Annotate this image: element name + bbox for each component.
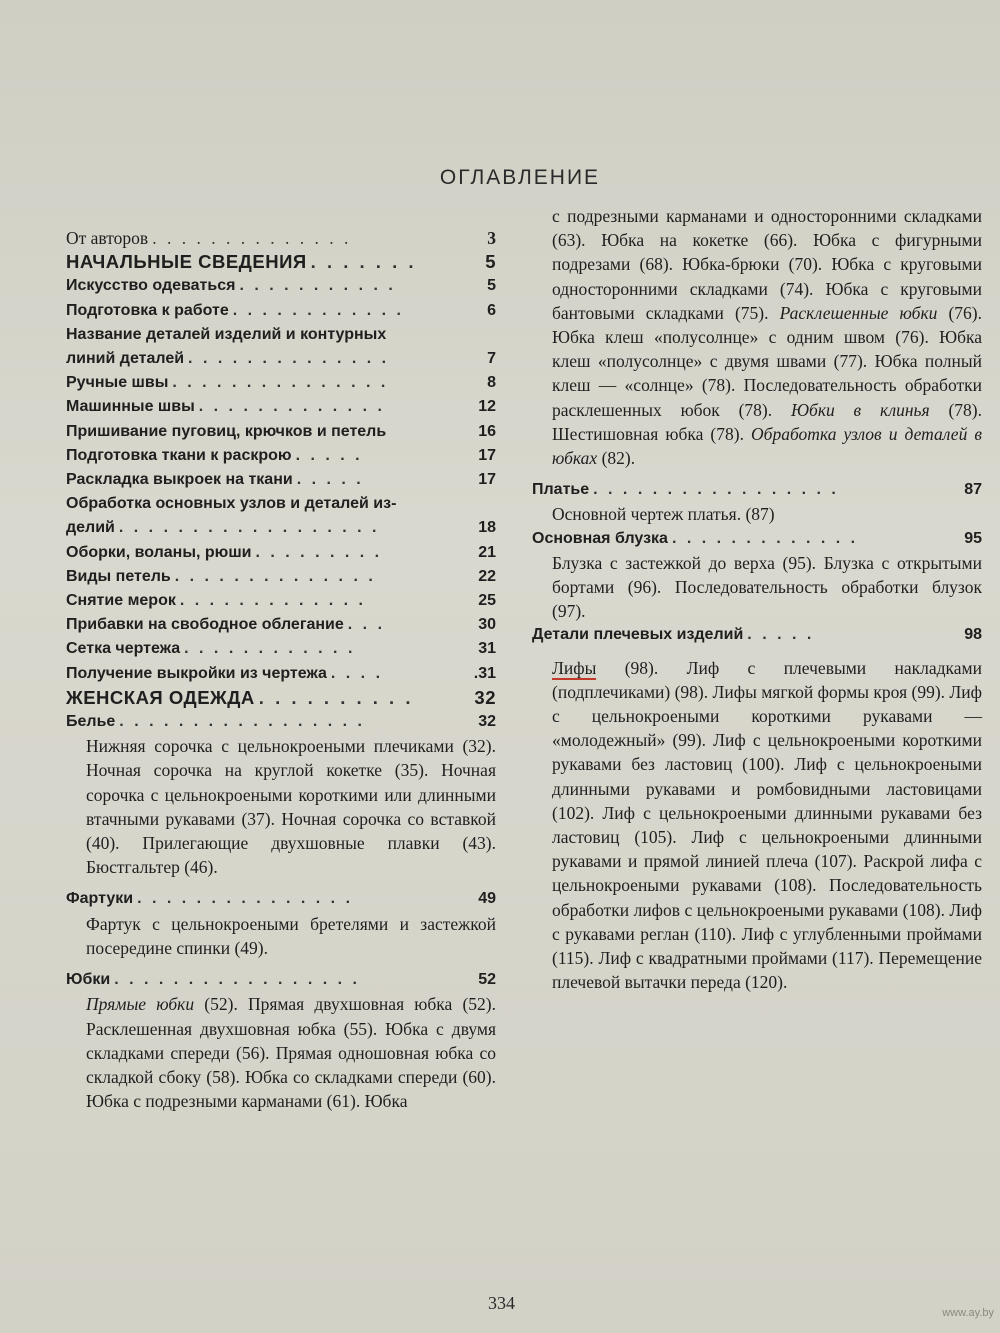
toc-entry: Пришивание пуговиц, крючков и петель 16 [66,422,496,440]
toc-entry: Виды петель . . . . . . . . . . . . . . 22 [66,567,496,585]
toc-entry-fartuki: Фартуки . . . . . . . . . . . . . . . 49 [66,890,496,908]
toc-entry-line: Обработка основных узлов и деталей из- [66,495,397,513]
toc-entry: Ручные швы . . . . . . . . . . . . . . . 8 [66,374,496,392]
toc-section: ЖЕНСКАЯ ОДЕЖДА . . . . . . . . . . 32 [66,686,496,708]
toc-entry: Искусство одеваться . . . . . . . . . . . 5 [66,277,496,295]
toc-entry: линий деталей . . . . . . . . . . . . . . 7 [66,350,496,368]
toc-entry: От авторов . . . . . . . . . . . . . . 3 [66,228,496,248]
page-number: 334 [488,1293,515,1313]
toc-entry: Подготовка к работе . . . . . . . . . . . . 6 [66,301,496,319]
toc-description: Фартук с цельнокроеными бретелями и застежкой посередине спинки (49). [86,913,496,958]
toc-entry: Машинные швы . . . . . . . . . . . . . 12 [66,398,496,416]
toc-entry-yubki: Юбки . . . . . . . . . . . . . . . . . 52 [66,971,496,989]
toc-right-column [532,204,982,995]
toc-entry-belie: Белье . . . . . . . . . . . . . . . . . 32 [66,713,496,731]
toc-entry: Сетка чертежа . . . . . . . . . . . . 31 [66,640,496,658]
toc-description: Нижняя сорочка с цельнокроеными плечиками (32). Ночная сорочка на круглой кокетке (35). Ночная сорочка с цельнокроеными короткими или длинными втачными рукавами (37). Ночная сорочка со вставкой (40). Прилегающие двухшовные плавки (43). Бюстгальтер (46). [86,736,496,878]
toc-entry: Оборки, воланы, рюши . . . . . . . . . 21 [66,543,496,561]
toc-description: Блузка с застежкой до верха (95). Блузка с открытыми бортами (96). Последовательность обработки блузок (97). [552,552,982,622]
toc-entry-detali: Детали плечевых изделий . . . . . 98 [532,626,982,644]
page-title: ОГЛАВЛЕНИЕ [439,166,601,189]
toc-entry: Раскладка выкроек на ткани . . . . . 17 [66,471,496,489]
toc-left-column [66,226,496,1113]
toc-entry-platie: Платье . . . . . . . . . . . . . . . . . 87 [532,481,982,499]
toc-entry: Подготовка ткани к раскрою . . . . . 17 [66,446,496,464]
toc-entry-line: Название деталей изделий и контурных [66,325,387,343]
toc-section: НАЧАЛЬНЫЕ СВЕДЕНИЯ . . . . . . . 5 [66,251,496,273]
toc-entry: делий . . . . . . . . . . . . . . . . . . 18 [66,519,496,537]
toc-description: с подрезными карманами и односторонними складками (63). Юбка на кокетке (66). Юбка с фигурными подрезами (68). Юбка-брюки (70). Юбка с круговыми односторонними складками (74). Юбка с круговыми бантовыми складками (75). Расклешенные юбки (76). Юбка клеш «полусолнце» с одним швом (76). Юбка клеш «полусолнце» с двумя швами (77). Юбка полный клеш — «солнце» (78). Последовательность обработки расклешенных юбок (78). Юбки в клинья (78). Шестишовная юбка (78). Обработка узлов и деталей в юбках (82). [552,206,983,469]
toc-entry: Снятие мерок . . . . . . . . . . . . . 25 [66,592,496,610]
toc-entry-bluzka: Основная блузка . . . . . . . . . . . . . 95 [532,529,982,547]
pen-underline-mark: Лифы [552,657,597,678]
toc-description: Лифы (98). Лиф с плечевыми накладками (подплечиками) (98). Лифы мягкой формы кроя (99). Лиф с цельнокроеными короткими рукавами — «молодежный» (99). Лиф с цельнокроеными короткими рукавами без ластовиц (100). Лиф с цельнокроеными длинными рукавами и ромбовидными ластовицами (102). Лиф с цельнокроеными длинными рукавами без ластовиц (105). Лиф с цельнокроеными длинными рукавами и прямой линией плеча (107). Раскрой лифа с цельнокроеными рукавами (108). Последовательность обработки лифов с цельнокроеными рукавами (108). Лиф с рукавами реглан (110). Лиф с углубленными проймами (115). Лиф с квадратными проймами (117). Перемещение плечевой вытачки переда (120). [552,657,982,993]
toc-entry: Прибавки на свободное облегание . . . 30 [66,616,496,634]
toc-entry: Получение выкройки из чертежа . . . . .31 [66,664,496,682]
toc-description: Прямые юбки (52). Прямая двухшовная юбка (52). Расклешенная двухшовная юбка (55). Юбка с двумя складками спереди (56). Прямая одношовная юбка со складкой сбоку (58). Юбка со складками спереди (60). Юбка с подрезными карманами (61). Юбка [86,994,496,1112]
toc-description: Основной чертеж платья. (87) [552,504,775,525]
watermark: www.ay.by [942,1307,994,1319]
